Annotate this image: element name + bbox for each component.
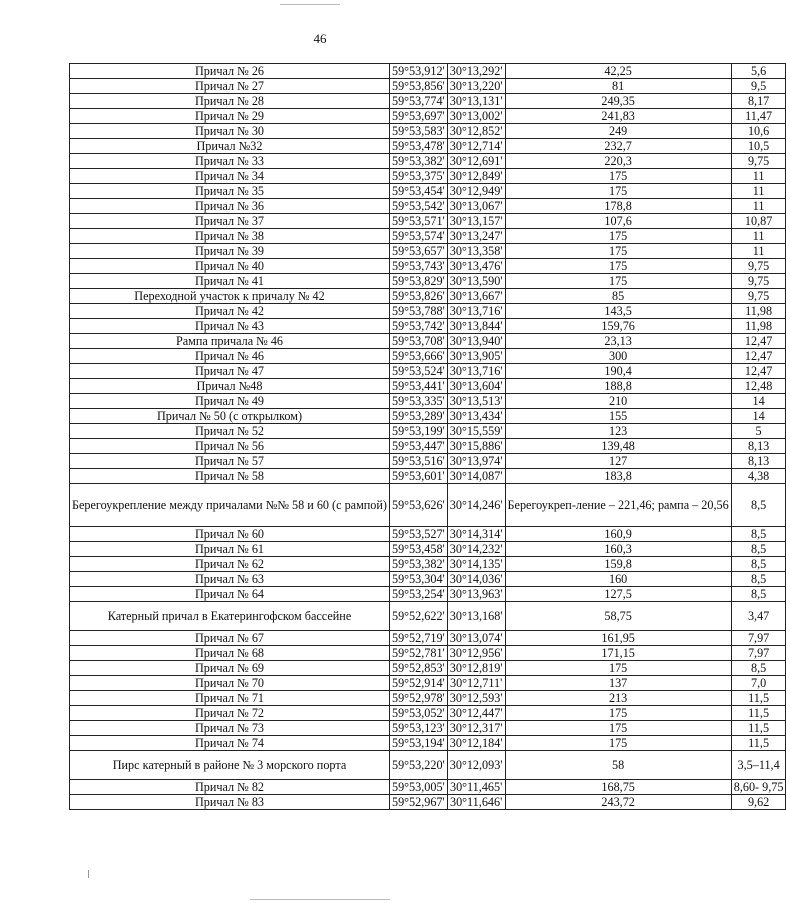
cell-latitude: 59°53,788': [389, 304, 447, 319]
cell-name: Причал № 70: [70, 676, 390, 691]
cell-depth: 12,47: [731, 334, 786, 349]
cell-latitude: 59°53,774': [389, 94, 447, 109]
cell-length: 58,75: [505, 602, 731, 631]
cell-name: Причал № 46: [70, 349, 390, 364]
cell-name: Причал № 63: [70, 572, 390, 587]
cell-latitude: 59°53,912': [389, 64, 447, 79]
cell-length: 175: [505, 661, 731, 676]
cell-latitude: 59°53,542': [389, 199, 447, 214]
cell-length: 168,75: [505, 780, 731, 795]
cell-longitude: 30°14,135': [447, 557, 505, 572]
cell-name: Причал № 42: [70, 304, 390, 319]
cell-depth: 5,6: [731, 64, 786, 79]
cell-longitude: 30°12,093': [447, 751, 505, 780]
cell-length: 137: [505, 676, 731, 691]
cell-length: 155: [505, 409, 731, 424]
cell-longitude: 30°13,513': [447, 394, 505, 409]
cell-longitude: 30°14,232': [447, 542, 505, 557]
cell-depth: 14: [731, 394, 786, 409]
cell-latitude: 59°52,978': [389, 691, 447, 706]
table-row: [70, 94, 786, 109]
cell-length: 183,8: [505, 469, 731, 484]
table-row: [70, 527, 786, 542]
table-row: [70, 587, 786, 602]
cell-name: Причал № 64: [70, 587, 390, 602]
cell-length: 175: [505, 229, 731, 244]
cell-latitude: 59°53,666': [389, 349, 447, 364]
table-row: [70, 169, 786, 184]
cell-latitude: 59°53,743': [389, 259, 447, 274]
cell-longitude: 30°12,691': [447, 154, 505, 169]
cell-length: 81: [505, 79, 731, 94]
table-row: [70, 424, 786, 439]
cell-longitude: 30°13,667': [447, 289, 505, 304]
table-row: [70, 721, 786, 736]
cell-longitude: 30°11,646': [447, 795, 505, 810]
cell-length: 107,6: [505, 214, 731, 229]
table-row: [70, 661, 786, 676]
cell-name: Причал № 43: [70, 319, 390, 334]
cell-name: Причал № 50 (с открылком): [70, 409, 390, 424]
cell-length: 161,95: [505, 631, 731, 646]
table-row: [70, 109, 786, 124]
cell-latitude: 59°53,601': [389, 469, 447, 484]
cell-longitude: 30°12,849': [447, 169, 505, 184]
cell-length: 85: [505, 289, 731, 304]
cell-name: Причал № 69: [70, 661, 390, 676]
table-row: [70, 572, 786, 587]
cell-longitude: 30°13,292': [447, 64, 505, 79]
berths-table-body: [70, 64, 786, 810]
cell-latitude: 59°53,335': [389, 394, 447, 409]
cell-length: Берегоукреп-ление – 221,46; рампа – 20,56: [505, 484, 731, 527]
cell-longitude: 30°13,434': [447, 409, 505, 424]
cell-longitude: 30°13,476': [447, 259, 505, 274]
table-row: [70, 454, 786, 469]
cell-longitude: 30°12,714': [447, 139, 505, 154]
cell-longitude: 30°14,314': [447, 527, 505, 542]
cell-name: Причал № 72: [70, 706, 390, 721]
cell-depth: 11,98: [731, 319, 786, 334]
cell-longitude: 30°13,002': [447, 109, 505, 124]
cell-length: 175: [505, 259, 731, 274]
table-row: [70, 795, 786, 810]
cell-longitude: 30°13,220': [447, 79, 505, 94]
cell-longitude: 30°14,246': [447, 484, 505, 527]
cell-depth: 10,6: [731, 124, 786, 139]
cell-depth: 9,75: [731, 154, 786, 169]
cell-name: Причал № 34: [70, 169, 390, 184]
cell-name: Причал № 39: [70, 244, 390, 259]
cell-name: Причал № 41: [70, 274, 390, 289]
table-row: [70, 274, 786, 289]
table-row: [70, 79, 786, 94]
cell-longitude: 30°13,157': [447, 214, 505, 229]
cell-name: Причал № 57: [70, 454, 390, 469]
cell-length: 232,7: [505, 139, 731, 154]
cell-latitude: 59°53,856': [389, 79, 447, 94]
cell-longitude: 30°12,949': [447, 184, 505, 199]
cell-depth: 8,5: [731, 542, 786, 557]
table-row: [70, 319, 786, 334]
table-row: [70, 334, 786, 349]
cell-name: Причал № 61: [70, 542, 390, 557]
cell-name: Причал № 82: [70, 780, 390, 795]
cell-depth: 14: [731, 409, 786, 424]
cell-depth: 7,97: [731, 646, 786, 661]
table-row: [70, 542, 786, 557]
table-row: [70, 259, 786, 274]
cell-depth: 10,5: [731, 139, 786, 154]
cell-latitude: 59°53,254': [389, 587, 447, 602]
cell-depth: 11,5: [731, 721, 786, 736]
cell-depth: 11,5: [731, 706, 786, 721]
table-row: [70, 751, 786, 780]
cell-longitude: 30°14,036': [447, 572, 505, 587]
cell-latitude: 59°53,583': [389, 124, 447, 139]
cell-latitude: 59°53,571': [389, 214, 447, 229]
cell-depth: 9,62: [731, 795, 786, 810]
cell-latitude: 59°53,527': [389, 527, 447, 542]
cell-depth: 5: [731, 424, 786, 439]
table-row: [70, 364, 786, 379]
cell-depth: 11: [731, 229, 786, 244]
cell-depth: 3,47: [731, 602, 786, 631]
cell-latitude: 59°53,289': [389, 409, 447, 424]
cell-length: 42,25: [505, 64, 731, 79]
cell-depth: 3,5–11,4: [731, 751, 786, 780]
cell-latitude: 59°52,853': [389, 661, 447, 676]
cell-name: Причал № 35: [70, 184, 390, 199]
cell-longitude: 30°13,716': [447, 304, 505, 319]
cell-name: Причал № 60: [70, 527, 390, 542]
cell-name: Причал № 30: [70, 124, 390, 139]
cell-name: Причал № 71: [70, 691, 390, 706]
cell-depth: 4,38: [731, 469, 786, 484]
cell-depth: 8,13: [731, 439, 786, 454]
cell-latitude: 59°52,967': [389, 795, 447, 810]
cell-length: 143,5: [505, 304, 731, 319]
cell-latitude: 59°53,382': [389, 557, 447, 572]
table-row: [70, 469, 786, 484]
cell-name: Причал № 73: [70, 721, 390, 736]
cell-name: Причал № 26: [70, 64, 390, 79]
cell-length: 175: [505, 721, 731, 736]
cell-longitude: 30°13,963': [447, 587, 505, 602]
cell-latitude: 59°52,781': [389, 646, 447, 661]
cell-latitude: 59°52,622': [389, 602, 447, 631]
cell-longitude: 30°13,074': [447, 631, 505, 646]
cell-longitude: 30°13,940': [447, 334, 505, 349]
cell-depth: 9,75: [731, 274, 786, 289]
cell-longitude: 30°13,590': [447, 274, 505, 289]
cell-name: Причал № 33: [70, 154, 390, 169]
cell-longitude: 30°14,087': [447, 469, 505, 484]
table-row: [70, 229, 786, 244]
table-row: [70, 780, 786, 795]
cell-latitude: 59°53,742': [389, 319, 447, 334]
cell-longitude: 30°12,956': [447, 646, 505, 661]
table-row: [70, 139, 786, 154]
scan-artifact-bottom: [250, 899, 390, 900]
cell-length: 159,8: [505, 557, 731, 572]
cell-longitude: 30°13,168': [447, 602, 505, 631]
cell-depth: 11: [731, 184, 786, 199]
cell-latitude: 59°53,123': [389, 721, 447, 736]
berths-table: [69, 63, 786, 810]
cell-name: Причал № 56: [70, 439, 390, 454]
cell-length: 241,83: [505, 109, 731, 124]
table-row: [70, 379, 786, 394]
cell-latitude: 59°53,829': [389, 274, 447, 289]
table-row: [70, 631, 786, 646]
cell-depth: 8,5: [731, 587, 786, 602]
cell-latitude: 59°53,441': [389, 379, 447, 394]
table-row: [70, 244, 786, 259]
cell-length: 249: [505, 124, 731, 139]
cell-name: Причал № 52: [70, 424, 390, 439]
cell-length: 123: [505, 424, 731, 439]
cell-length: 175: [505, 706, 731, 721]
cell-name: Причал № 40: [70, 259, 390, 274]
cell-longitude: 30°12,593': [447, 691, 505, 706]
table-row: [70, 736, 786, 751]
cell-latitude: 59°53,304': [389, 572, 447, 587]
cell-length: 175: [505, 184, 731, 199]
cell-longitude: 30°12,317': [447, 721, 505, 736]
cell-latitude: 59°53,697': [389, 109, 447, 124]
cell-length: 171,15: [505, 646, 731, 661]
cell-depth: 8,5: [731, 484, 786, 527]
cell-longitude: 30°13,716': [447, 364, 505, 379]
cell-depth: 11: [731, 199, 786, 214]
cell-depth: 12,48: [731, 379, 786, 394]
table-row: [70, 394, 786, 409]
table-row: [70, 214, 786, 229]
cell-length: 300: [505, 349, 731, 364]
cell-depth: 8,5: [731, 661, 786, 676]
cell-longitude: 30°15,559': [447, 424, 505, 439]
cell-longitude: 30°13,067': [447, 199, 505, 214]
cell-name: Причал №48: [70, 379, 390, 394]
table-row: [70, 676, 786, 691]
table-row: [70, 691, 786, 706]
cell-length: 139,48: [505, 439, 731, 454]
cell-name: Причал № 83: [70, 795, 390, 810]
table-row: [70, 409, 786, 424]
cell-longitude: 30°15,886': [447, 439, 505, 454]
cell-depth: 11: [731, 169, 786, 184]
cell-name: Берегоукрепление между причалами №№ 58 и 60 (с рампой): [70, 484, 390, 527]
scan-artifact-mark: [88, 870, 89, 878]
cell-latitude: 59°53,516': [389, 454, 447, 469]
cell-length: 220,3: [505, 154, 731, 169]
cell-longitude: 30°12,852': [447, 124, 505, 139]
cell-name: Причал № 38: [70, 229, 390, 244]
cell-latitude: 59°53,524': [389, 364, 447, 379]
cell-length: 23,13: [505, 334, 731, 349]
cell-longitude: 30°13,131': [447, 94, 505, 109]
cell-depth: 11,5: [731, 691, 786, 706]
cell-length: 210: [505, 394, 731, 409]
cell-length: 160,9: [505, 527, 731, 542]
cell-latitude: 59°53,708': [389, 334, 447, 349]
cell-latitude: 59°53,005': [389, 780, 447, 795]
cell-length: 58: [505, 751, 731, 780]
table-row: [70, 124, 786, 139]
cell-name: Причал № 27: [70, 79, 390, 94]
cell-name: Пирс катерный в районе № 3 морского порта: [70, 751, 390, 780]
cell-latitude: 59°52,914': [389, 676, 447, 691]
cell-depth: 11: [731, 244, 786, 259]
cell-longitude: 30°13,844': [447, 319, 505, 334]
cell-name: Переходной участок к причалу № 42: [70, 289, 390, 304]
cell-name: Причал № 37: [70, 214, 390, 229]
cell-latitude: 59°52,719': [389, 631, 447, 646]
cell-name: Причал № 49: [70, 394, 390, 409]
cell-latitude: 59°53,382': [389, 154, 447, 169]
cell-longitude: 30°13,358': [447, 244, 505, 259]
cell-depth: 7,97: [731, 631, 786, 646]
table-row: [70, 439, 786, 454]
table-row: [70, 706, 786, 721]
cell-longitude: 30°13,247': [447, 229, 505, 244]
cell-depth: 12,47: [731, 364, 786, 379]
cell-length: 160: [505, 572, 731, 587]
cell-length: 178,8: [505, 199, 731, 214]
cell-length: 243,72: [505, 795, 731, 810]
cell-longitude: 30°12,711': [447, 676, 505, 691]
cell-latitude: 59°53,574': [389, 229, 447, 244]
cell-name: Причал № 58: [70, 469, 390, 484]
cell-depth: 8,60- 9,75: [731, 780, 786, 795]
table-row: [70, 484, 786, 527]
table-row: [70, 289, 786, 304]
cell-length: 249,35: [505, 94, 731, 109]
table-row: [70, 184, 786, 199]
cell-name: Причал № 47: [70, 364, 390, 379]
cell-latitude: 59°53,458': [389, 542, 447, 557]
table-row: [70, 304, 786, 319]
cell-longitude: 30°13,974': [447, 454, 505, 469]
cell-depth: 9,5: [731, 79, 786, 94]
cell-length: 175: [505, 169, 731, 184]
cell-depth: 8,5: [731, 527, 786, 542]
cell-latitude: 59°53,375': [389, 169, 447, 184]
cell-latitude: 59°53,826': [389, 289, 447, 304]
cell-latitude: 59°53,454': [389, 184, 447, 199]
cell-depth: 8,5: [731, 557, 786, 572]
cell-latitude: 59°53,194': [389, 736, 447, 751]
cell-depth: 8,13: [731, 454, 786, 469]
table-row: [70, 557, 786, 572]
cell-depth: 8,5: [731, 572, 786, 587]
table-row: [70, 646, 786, 661]
cell-length: 159,76: [505, 319, 731, 334]
cell-latitude: 59°53,478': [389, 139, 447, 154]
scan-artifact-top: [280, 4, 340, 5]
cell-depth: 8,17: [731, 94, 786, 109]
cell-depth: 10,87: [731, 214, 786, 229]
cell-length: 175: [505, 736, 731, 751]
cell-longitude: 30°12,447': [447, 706, 505, 721]
page-number: 46: [313, 31, 327, 46]
table-row: [70, 349, 786, 364]
cell-name: Рампа причала № 46: [70, 334, 390, 349]
cell-name: Причал №32: [70, 139, 390, 154]
cell-longitude: 30°11,465': [447, 780, 505, 795]
cell-latitude: 59°53,657': [389, 244, 447, 259]
cell-name: Причал № 28: [70, 94, 390, 109]
cell-longitude: 30°13,604': [447, 379, 505, 394]
table-row: [70, 602, 786, 631]
cell-longitude: 30°13,905': [447, 349, 505, 364]
cell-longitude: 30°12,184': [447, 736, 505, 751]
cell-length: 160,3: [505, 542, 731, 557]
cell-name: Причал № 67: [70, 631, 390, 646]
cell-length: 127,5: [505, 587, 731, 602]
cell-name: Причал № 74: [70, 736, 390, 751]
cell-depth: 11,98: [731, 304, 786, 319]
cell-latitude: 59°53,626': [389, 484, 447, 527]
cell-length: 188,8: [505, 379, 731, 394]
cell-depth: 12,47: [731, 349, 786, 364]
cell-depth: 7,0: [731, 676, 786, 691]
cell-length: 213: [505, 691, 731, 706]
cell-latitude: 59°53,447': [389, 439, 447, 454]
cell-depth: 9,75: [731, 289, 786, 304]
cell-length: 175: [505, 274, 731, 289]
cell-latitude: 59°53,199': [389, 424, 447, 439]
table-row: [70, 199, 786, 214]
cell-latitude: 59°53,220': [389, 751, 447, 780]
table-row: [70, 154, 786, 169]
cell-latitude: 59°53,052': [389, 706, 447, 721]
cell-longitude: 30°12,819': [447, 661, 505, 676]
cell-name: Причал № 68: [70, 646, 390, 661]
cell-depth: 11,47: [731, 109, 786, 124]
cell-name: Причал № 36: [70, 199, 390, 214]
cell-depth: 9,75: [731, 259, 786, 274]
cell-length: 190,4: [505, 364, 731, 379]
table-row: [70, 64, 786, 79]
cell-name: Причал № 29: [70, 109, 390, 124]
cell-depth: 11,5: [731, 736, 786, 751]
cell-name: Причал № 62: [70, 557, 390, 572]
cell-length: 127: [505, 454, 731, 469]
cell-name: Катерный причал в Екатерингофском бассейне: [70, 602, 390, 631]
cell-length: 175: [505, 244, 731, 259]
